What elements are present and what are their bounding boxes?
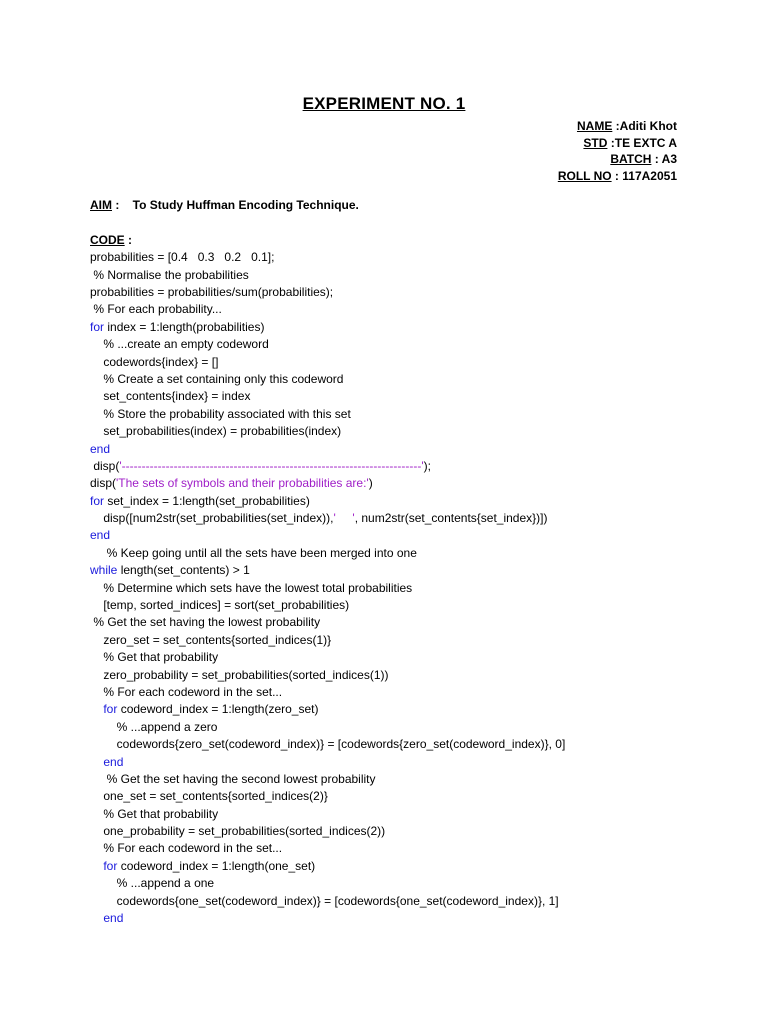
code-text: % For each probability... — [93, 302, 222, 317]
code-line — [90, 701, 710, 718]
page-title: EXPERIMENT NO. 1 — [302, 94, 466, 113]
code-indent — [90, 668, 103, 682]
code-text: one_set = set_contents{sorted_indices(2)} — [103, 789, 328, 804]
meta-sep: : — [612, 119, 620, 133]
code-text: , num2str(set_contents{set_index})]) — [354, 511, 548, 526]
meta-label: BATCH — [610, 152, 652, 166]
spacer — [90, 214, 710, 231]
code-text: disp( — [90, 476, 117, 491]
code-keyword: while — [90, 563, 118, 578]
code-text: set_contents{index} = index — [103, 389, 251, 404]
code-keyword: end — [103, 911, 124, 926]
code-indent — [90, 650, 103, 664]
meta-label: NAME — [576, 119, 613, 133]
code-line — [90, 597, 710, 614]
code-text: index = 1:length(probabilities) — [104, 319, 265, 334]
code-keyword: end — [103, 754, 124, 769]
code-indent — [90, 633, 103, 647]
aim-sep: : — [112, 198, 133, 212]
meta-batch — [558, 151, 677, 168]
meta-value: TE EXTC A — [614, 135, 677, 150]
code-line — [90, 632, 710, 649]
code-label — [90, 232, 710, 249]
code-line — [90, 840, 710, 857]
code-indent — [90, 859, 103, 873]
code-line — [90, 788, 710, 805]
code-line — [90, 441, 710, 458]
code-text: length(set_contents) > 1 — [117, 563, 250, 578]
code-indent — [90, 720, 117, 734]
code-line — [90, 371, 710, 388]
code-line — [90, 614, 710, 631]
code-indent — [90, 372, 103, 386]
code-line — [90, 649, 710, 666]
code-indent — [90, 911, 103, 925]
student-info — [558, 118, 677, 184]
code-text: % ...create an empty codeword — [103, 337, 269, 352]
code-indent — [90, 789, 103, 803]
code-line — [90, 458, 710, 475]
code-line — [90, 580, 710, 597]
document-body — [90, 197, 710, 927]
code-keyword: end — [90, 441, 111, 456]
code-text: ); — [423, 458, 431, 473]
code-text: codewords{one_set(codeword_index)} = [codewords{one_set(codeword_index)}, 1] — [116, 893, 559, 908]
code-line — [90, 545, 710, 562]
code-text: % Get that probability — [103, 806, 219, 821]
code-indent — [90, 894, 117, 908]
code-label-sep: : — [124, 232, 133, 247]
code-text: % Get the set having the lowest probability — [93, 615, 321, 630]
code-text: % For each codeword in the set... — [103, 684, 283, 699]
code-text: set_index = 1:length(set_probabilities) — [104, 493, 310, 508]
meta-std — [558, 135, 677, 152]
code-line — [90, 301, 710, 318]
code-text: codeword_index = 1:length(one_set) — [117, 858, 316, 873]
code-text: % For each codeword in the set... — [103, 841, 283, 856]
meta-sep: : — [607, 135, 615, 150]
code-text: % ...append a one — [116, 876, 215, 891]
code-indent — [90, 772, 107, 786]
code-text: % Determine which sets have the lowest total probabilities — [103, 580, 413, 595]
code-line — [90, 493, 710, 510]
code-indent — [90, 841, 103, 855]
code-keyword: for — [90, 319, 105, 334]
code-text: probabilities = [0.4 0.3 0.2 0.1]; — [90, 250, 275, 265]
code-indent — [90, 511, 103, 525]
meta-label: STD — [583, 135, 608, 150]
code-text: set_probabilities(index) = probabilities(index) — [103, 424, 342, 439]
code-text: disp([num2str(set_probabilities(set_index)), — [103, 511, 334, 526]
code-indent — [90, 581, 103, 595]
code-line — [90, 319, 710, 336]
meta-value: A3 — [661, 152, 677, 166]
code-line — [90, 423, 710, 440]
code-line — [90, 736, 710, 753]
code-text: codeword_index = 1:length(zero_set) — [117, 702, 319, 717]
code-text: % Keep going until all the sets have been merged into one — [106, 545, 417, 560]
code-text: % ...append a zero — [116, 719, 218, 734]
code-line — [90, 910, 710, 927]
meta-value: 117A2051 — [622, 168, 677, 183]
code-indent — [90, 755, 103, 769]
code-line — [90, 806, 710, 823]
code-text: [temp, sorted_indices] = sort(set_probabilities) — [103, 598, 350, 613]
code-indent — [90, 807, 103, 821]
code-string: '---------------------------------------------------------------------------' — [119, 458, 424, 473]
code-line — [90, 562, 710, 579]
code-line — [90, 875, 710, 892]
code-keyword: for — [90, 493, 105, 508]
aim-label: AIM — [90, 198, 112, 212]
code-text: codewords{zero_set(codeword_index)} = [codewords{zero_set(codeword_index)}, 0] — [116, 737, 566, 752]
code-indent — [90, 685, 103, 699]
code-indent — [90, 546, 107, 560]
code-indent — [90, 876, 117, 890]
code-line — [90, 667, 710, 684]
code-string: ' ' — [333, 511, 355, 526]
code-line — [90, 475, 710, 492]
code-line — [90, 893, 710, 910]
code-line — [90, 354, 710, 371]
code-line — [90, 336, 710, 353]
meta-name — [558, 118, 677, 135]
code-line — [90, 527, 710, 544]
code-text: probabilities = probabilities/sum(probabilities); — [90, 284, 334, 299]
code-indent — [90, 337, 103, 351]
code-text: zero_set = set_contents{sorted_indices(1)} — [103, 632, 332, 647]
code-text: disp( — [93, 458, 120, 473]
meta-roll-no — [558, 168, 677, 185]
meta-label: ROLL NO — [557, 168, 612, 183]
code-text: % Normalise the probabilities — [93, 267, 249, 282]
code-block — [90, 249, 710, 927]
code-indent — [90, 389, 103, 403]
meta-sep: : — [611, 168, 623, 183]
code-text: ) — [368, 476, 373, 491]
code-indent — [90, 407, 103, 421]
code-line — [90, 406, 710, 423]
code-indent — [90, 355, 103, 369]
code-line — [90, 823, 710, 840]
code-line — [90, 858, 710, 875]
code-line — [90, 510, 710, 527]
code-text: % Store the probability associated with this set — [103, 406, 351, 421]
meta-sep: : — [651, 152, 662, 166]
aim-line — [90, 197, 710, 214]
code-text: zero_probability = set_probabilities(sorted_indices(1)) — [103, 667, 389, 682]
code-text: % Get the set having the second lowest probability — [106, 771, 376, 786]
code-text: % Get that probability — [103, 650, 219, 665]
meta-value: Aditi Khot — [619, 119, 677, 133]
code-line — [90, 684, 710, 701]
code-text: % Create a set containing only this codeword — [103, 371, 344, 386]
aim-text: To Study Huffman Encoding Technique. — [132, 198, 359, 212]
code-line — [90, 284, 710, 301]
code-indent — [90, 702, 103, 716]
code-line — [90, 267, 710, 284]
code-indent — [90, 598, 103, 612]
code-line — [90, 754, 710, 771]
code-line — [90, 249, 710, 266]
code-line — [90, 771, 710, 788]
code-line — [90, 719, 710, 736]
code-indent — [90, 824, 103, 838]
code-indent — [90, 424, 103, 438]
code-text: codewords{index} = [] — [103, 354, 219, 369]
code-keyword: for — [103, 858, 118, 873]
code-string: 'The sets of symbols and their probabilities are:' — [116, 476, 369, 491]
code-indent — [90, 737, 117, 751]
code-keyword: end — [90, 528, 111, 543]
code-line — [90, 388, 710, 405]
code-keyword: for — [103, 702, 118, 717]
code-label-text: CODE — [90, 232, 125, 247]
code-text: one_probability = set_probabilities(sorted_indices(2)) — [103, 824, 386, 839]
